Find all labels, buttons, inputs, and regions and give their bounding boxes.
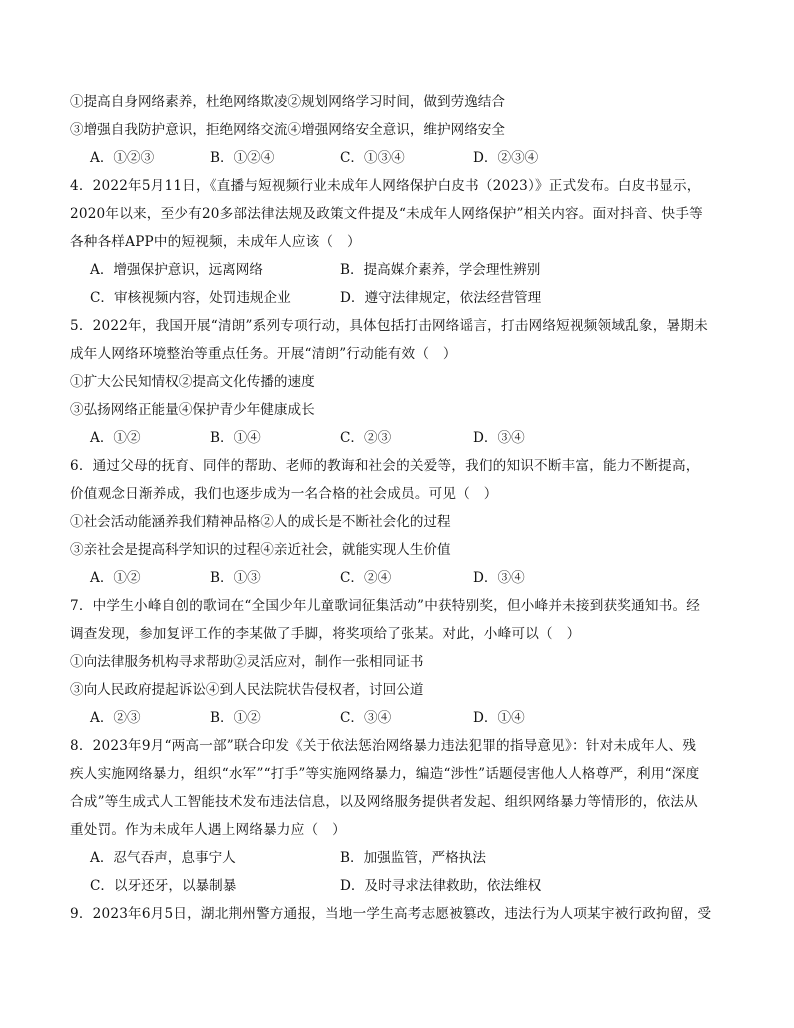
q8-stem-line-1: 8．2023年9月“两高一部”联合印发《关于依法惩治网络暴力违法犯罪的指导意见》：针对未成年人、残 <box>70 738 697 754</box>
q4-options-row-1 <box>90 261 690 279</box>
q7-option-b[interactable]: B．①② <box>210 710 261 726</box>
q7-statement-2: ③向人民政府提起诉讼④到人民法院状告侵权者，讨回公道 <box>70 682 424 698</box>
q3-statement-2: ③增强自我防护意识，拒绝网络交流④增强网络安全意识，维护网络安全 <box>70 122 505 138</box>
q5-option-b[interactable]: B．①④ <box>210 430 261 446</box>
q4-stem-line-2: 2020年以来，至少有20多部法律法规及政策文件提及“未成年人网络保护”相关内容。面对抖音、快手等 <box>70 206 703 222</box>
q3-statement-1: ①提高自身网络素养，杜绝网络欺凌②规划网络学习时间，做到劳逸结合 <box>70 94 505 110</box>
q6-option-d[interactable]: D．③④ <box>473 570 525 586</box>
q4-options-row-2 <box>90 289 690 307</box>
q6-stem-line-2: 价值观念日渐养成，我们也逐步成为一名合格的社会成员。可见（ ） <box>70 486 498 502</box>
q5-option-d[interactable]: D．③④ <box>473 430 525 446</box>
q3-options <box>90 149 690 167</box>
q3-option-c[interactable]: C．①③④ <box>340 150 405 166</box>
q5-stem-line-1: 5．2022年，我国开展“清朗”系列专项行动，具体包括打击网络谣言，打击网络短视频领域乱象，暑期未 <box>70 318 708 334</box>
q3-option-d[interactable]: D．②③④ <box>473 150 539 166</box>
q8-stem-line-3: 合成”等生成式人工智能技术发布违法信息，以及网络服务提供者发起、组织网络暴力等情形的，依法从 <box>70 794 698 810</box>
q5-statement-2: ③弘扬网络正能量④保护青少年健康成长 <box>70 402 315 418</box>
q5-stem-line-2: 成年人网络环境整治等重点任务。开展“清朗”行动能有效（ ） <box>70 346 457 362</box>
q6-option-a[interactable]: A．①② <box>90 570 141 586</box>
q4-option-c[interactable]: C．审核视频内容，处罚违规企业 <box>90 290 291 306</box>
q8-option-c[interactable]: C．以牙还牙，以暴制暴 <box>90 878 237 894</box>
q6-option-b[interactable]: B．①③ <box>210 570 261 586</box>
q7-stem-line-2: 调查发现，参加复评工作的李某做了手脚，将奖项给了张某。对此，小峰可以（ ） <box>70 626 581 642</box>
q5-option-c[interactable]: C．②③ <box>340 430 392 446</box>
q8-stem-line-2: 疾人实施网络暴力，组织“水军”“打手”等实施网络暴力，编造“涉性”话题侵害他人人格尊严，利用“深度 <box>70 766 700 782</box>
q6-option-c[interactable]: C．②④ <box>340 570 392 586</box>
q4-option-a[interactable]: A．增强保护意识，远离网络 <box>90 262 263 278</box>
q7-options <box>90 709 690 727</box>
q5-option-a[interactable]: A．①② <box>90 430 141 446</box>
q9-stem-line-1: 9．2023年6月5日，湖北荆州警方通报，当地一学生高考志愿被篡改，违法行为人项某宇被行政拘留，受 <box>70 906 712 922</box>
q8-options-row-1 <box>90 849 690 867</box>
q6-stem-line-1: 6．通过父母的抚育、同伴的帮助、老师的教诲和社会的关爱等，我们的知识不断丰富，能力不断提高， <box>70 458 700 474</box>
q8-option-a[interactable]: A．忍气吞声，息事宁人 <box>90 850 236 866</box>
q8-options-row-2 <box>90 877 690 895</box>
q4-option-d[interactable]: D．遵守法律规定，依法经营管理 <box>340 290 542 306</box>
q6-statement-1: ①社会活动能涵养我们精神品格②人的成长是不断社会化的过程 <box>70 514 451 530</box>
q7-option-c[interactable]: C．③④ <box>340 710 392 726</box>
q6-statement-2: ③亲社会是提高科学知识的过程④亲近社会，就能实现人生价值 <box>70 542 451 558</box>
q4-stem-line-1: 4．2022年5月11日，《直播与短视频行业未成年人网络保护白皮书（2023）》正式发布。白皮书显示， <box>70 178 701 194</box>
q7-option-a[interactable]: A．②③ <box>90 710 141 726</box>
q4-stem-line-3: 各种各样APP中的短视频，未成年人应该（ ） <box>70 234 361 250</box>
q5-statement-1: ①扩大公民知情权②提高文化传播的速度 <box>70 374 315 390</box>
q8-option-b[interactable]: B．加强监管，严格执法 <box>340 850 486 866</box>
q7-option-d[interactable]: D．①④ <box>473 710 525 726</box>
q5-options <box>90 429 690 447</box>
q8-option-d[interactable]: D．及时寻求法律救助，依法维权 <box>340 878 542 894</box>
q7-stem-line-1: 7．中学生小峰自创的歌词在“全国少年儿童歌词征集活动”中获特别奖，但小峰并未接到获奖通知书。经 <box>70 598 701 614</box>
q3-option-b[interactable]: B．①②④ <box>210 150 275 166</box>
q8-stem-line-4: 重处罚。作为未成年人遇上网络暴力应（ ） <box>70 822 346 838</box>
q7-statement-1: ①向法律服务机构寻求帮助②灵活应对，制作一张相同证书 <box>70 654 424 670</box>
q6-options <box>90 569 690 587</box>
q3-option-a[interactable]: A．①②③ <box>90 150 155 166</box>
q4-option-b[interactable]: B．提高媒介素养，学会理性辨别 <box>340 262 541 278</box>
